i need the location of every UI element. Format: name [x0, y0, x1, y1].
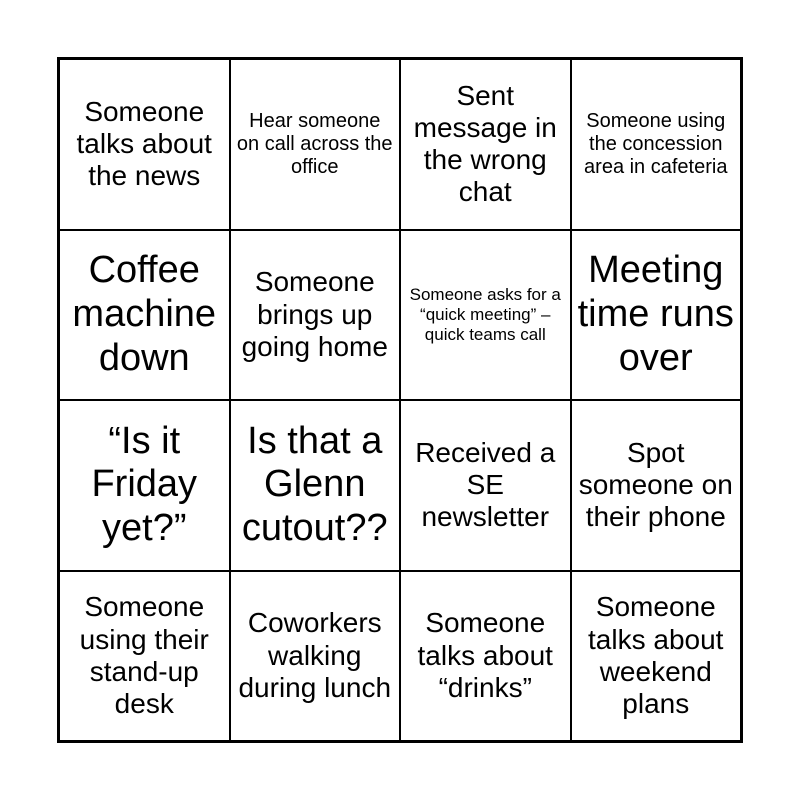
bingo-cell-text: Coworkers walking during lunch: [238, 607, 392, 703]
bingo-cell-3[interactable]: [400, 59, 571, 230]
bingo-cell-9[interactable]: [59, 400, 230, 571]
bingo-cell-15[interactable]: [400, 571, 571, 742]
bingo-cell-2[interactable]: [230, 59, 401, 230]
bingo-cell-text: Someone talks about weekend plans: [588, 591, 724, 719]
bingo-cell-14[interactable]: [230, 571, 401, 742]
bingo-cell-text: Is that a Glenn cutout??: [241, 419, 388, 550]
bingo-cell-1[interactable]: [59, 59, 230, 230]
bingo-cell-text: Spot someone on their phone: [578, 436, 733, 533]
bingo-cell-5[interactable]: [59, 230, 230, 401]
bingo-cell-4[interactable]: [571, 59, 742, 230]
bingo-cell-10[interactable]: [230, 400, 401, 571]
bingo-cell-text: Someone talks about “drinks”: [417, 607, 553, 703]
bingo-cell-text: Someone talks about the news: [76, 95, 212, 192]
bingo-cell-text: Received a SE newsletter: [415, 436, 556, 533]
bingo-cell-8[interactable]: [571, 230, 742, 401]
bingo-cell-text: Someone using the concession area in cafeteria: [584, 109, 728, 178]
bingo-cell-text: Meeting time runs over: [577, 249, 734, 379]
bingo-cell-text: Sent message in the wrong chat: [413, 79, 557, 208]
bingo-cell-text: Someone asks for a “quick meeting” – quick teams call: [409, 285, 561, 344]
bingo-cell-6[interactable]: [230, 230, 401, 401]
bingo-cell-text: Someone using their stand-up desk: [79, 591, 209, 719]
bingo-cell-16[interactable]: [571, 571, 742, 742]
bingo-board: [57, 57, 743, 743]
bingo-cell-text: Someone brings up going home: [241, 266, 388, 362]
bingo-cell-text: Coffee machine down: [72, 249, 217, 379]
bingo-cell-11[interactable]: [400, 400, 571, 571]
bingo-cell-13[interactable]: [59, 571, 230, 742]
bingo-cell-text: “Is it Friday yet?”: [91, 419, 198, 550]
bingo-cell-7[interactable]: [400, 230, 571, 401]
bingo-cell-12[interactable]: [571, 400, 742, 571]
bingo-cell-text: Hear someone on call across the office: [236, 109, 393, 178]
